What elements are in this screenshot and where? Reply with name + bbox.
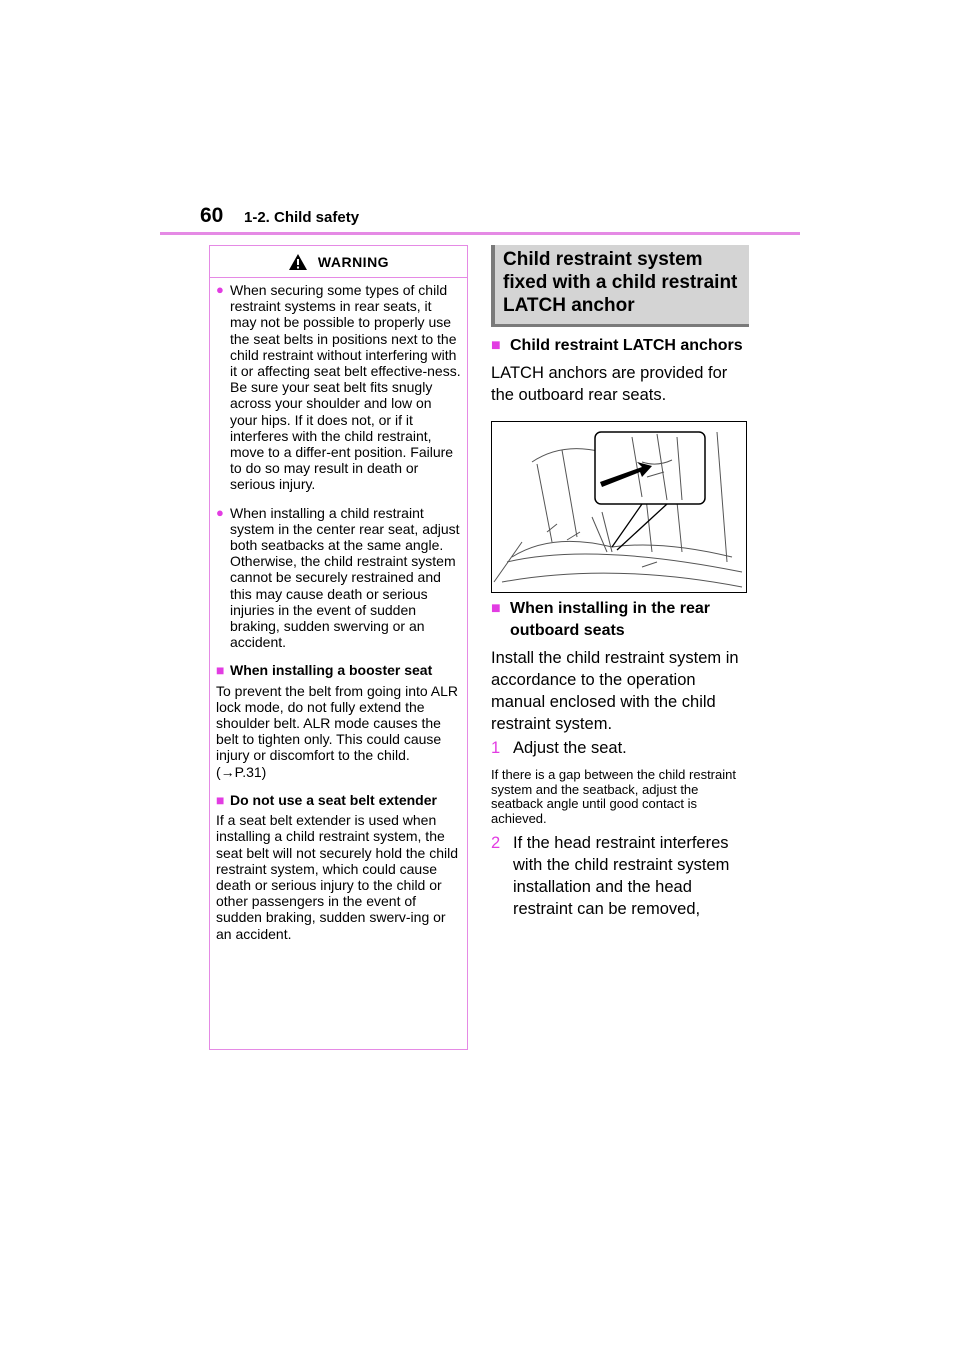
install-heading: ■ When installing in the rear outboard seats <box>491 598 749 642</box>
warning-header <box>210 246 467 278</box>
square-bullet-icon: ■ <box>491 337 501 354</box>
square-bullet-icon: ■ <box>216 662 225 679</box>
latch-text: LATCH anchors are provided for the outboard rear seats. <box>491 364 728 404</box>
booster-heading: ■ When installing a booster seat <box>216 662 433 679</box>
step-text: Adjust the seat. <box>513 739 627 757</box>
warning-title: WARNING <box>317 253 390 270</box>
warning-bullet-text: When securing some types of child restraint systems in rear seats, it may not be possible to properly use the seat belts in positions next to the child restraint without interfering with it or affecting seat belt effective-ness. Be sure your seat belt fits snugly across your shoulder and low on your hips. If it does not, or if it interferes with the child restraint, move to a differ-ent position. Failure to do so may result in death or serious injury. <box>230 282 461 493</box>
warning-bullet <box>216 505 461 651</box>
header-rule <box>160 232 800 235</box>
bullet-dot-icon: ● <box>216 504 224 520</box>
seatback-note: If there is a gap between the child restraint system and the seatback, adjust the seatback angle until good contact is achieved. <box>491 767 736 826</box>
square-bullet-icon: ■ <box>216 791 225 808</box>
bullet-dot-icon: ● <box>216 282 224 297</box>
warning-box <box>209 245 468 1050</box>
square-bullet-icon: ■ <box>491 600 501 617</box>
install-text: Install the child restraint system in accordance to the operation manual enclosed with the child restraint system. <box>491 649 739 733</box>
step-number: 1 <box>491 739 501 757</box>
latch-heading: ■ Child restraint LATCH anchors <box>491 335 749 357</box>
booster-text: To prevent the belt from going into ALR lock mode, do not fully extend the shoulder belt. ALR mode causes the belt to tighten only. This could cause injury or discomfort to the child. (→P.31) <box>216 682 459 780</box>
warning-body <box>210 278 467 942</box>
warning-bullet <box>216 282 461 493</box>
right-column <box>491 245 749 920</box>
rear-seat-drawing <box>492 422 746 592</box>
warning-bullet-text: When installing a child restraint system in the center rear seat, adjust both seatbacks at the same angle. Otherwise, the child restraint system cannot be securely restrained and this may cause death or serious injuries in the event of sudden braking, sudden swerving or an accident. <box>230 504 460 651</box>
step-text: If the head restraint interferes with the child restraint system installation and the head restraint can be removed, <box>513 834 730 918</box>
step-1 <box>491 737 749 759</box>
topic-title: Child restraint system fixed with a child restraint LATCH anchor <box>491 245 749 327</box>
latch-anchor-illustration <box>491 421 747 593</box>
step-2 <box>491 832 749 920</box>
section-title: 1-2. Child safety <box>244 209 360 226</box>
step-number: 2 <box>491 834 501 852</box>
page-number: 60 <box>200 204 224 227</box>
warning-triangle-icon <box>288 253 308 271</box>
extender-text: If a seat belt extender is used when installing a child restraint system, the seat belt will not securely hold the child restraint system, which could cause death or serious injury to the child or other passengers in the event of sudden braking, sudden swerv-ing or an accident. <box>216 812 459 942</box>
extender-heading: ■ Do not use a seat belt extender <box>216 791 437 808</box>
